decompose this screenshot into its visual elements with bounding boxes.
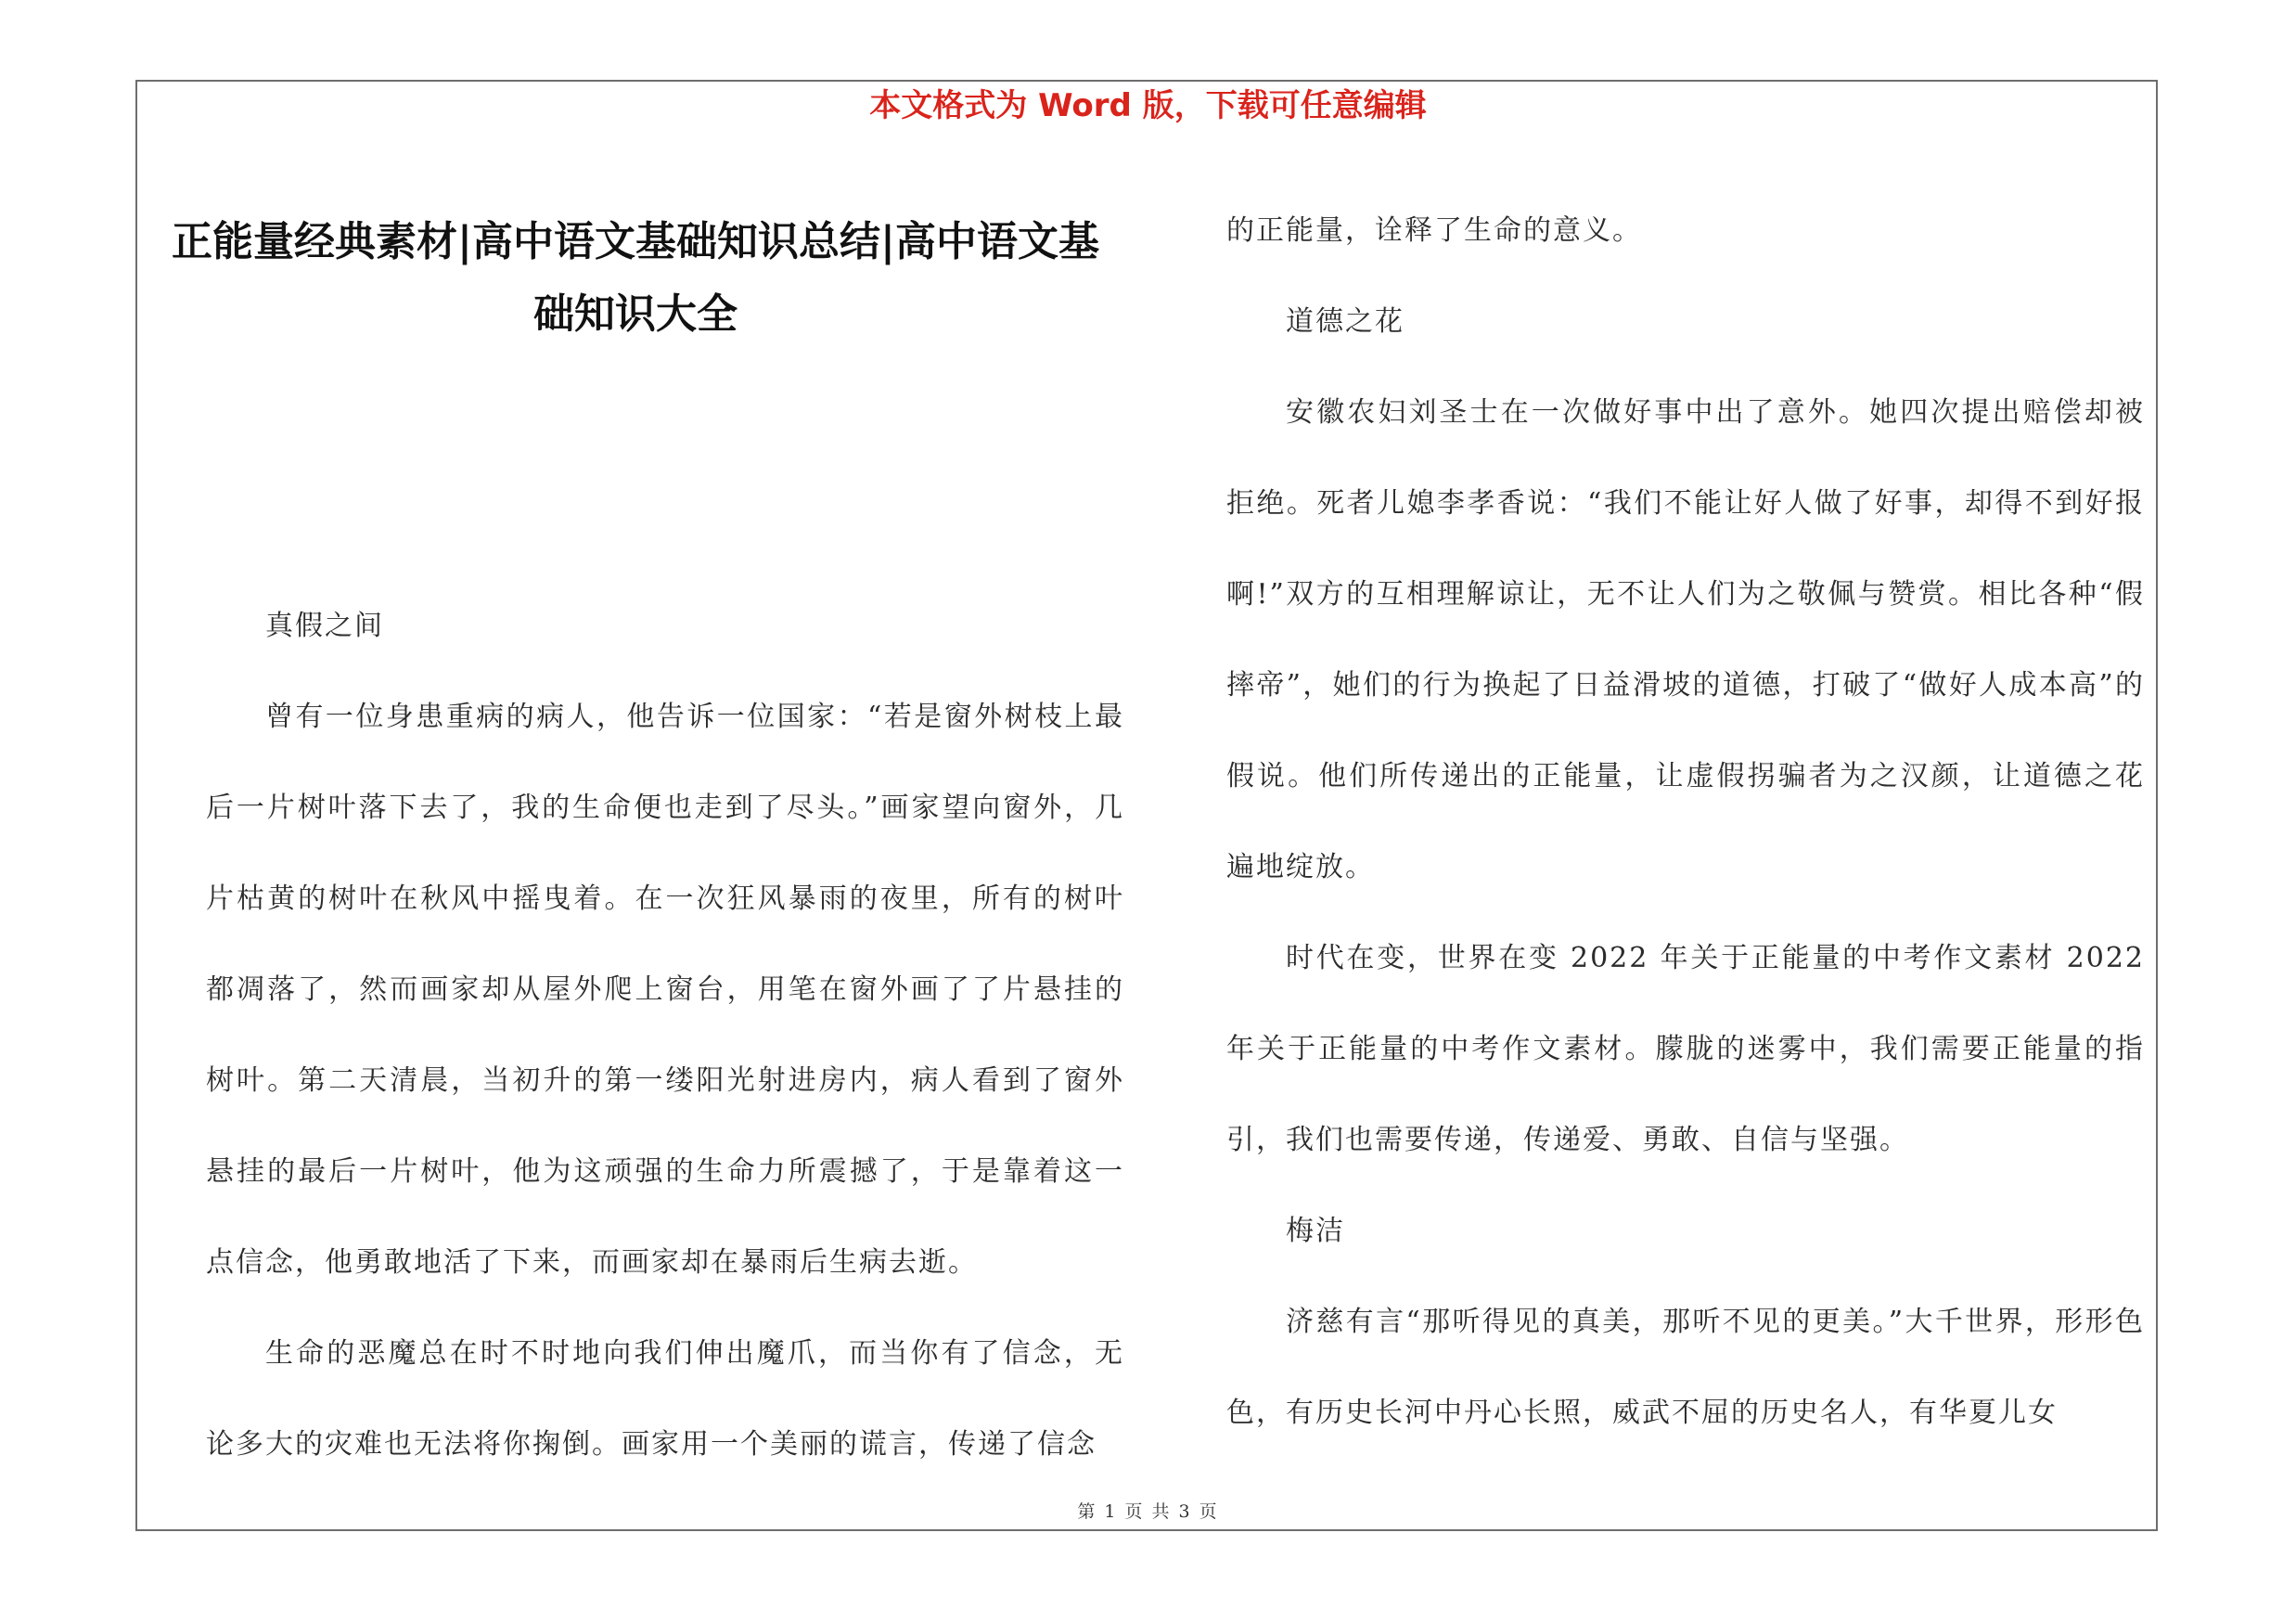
page-number-footer: 第 1 页 共 3 页 xyxy=(1077,1501,1219,1522)
section-heading: 梅洁 xyxy=(1286,1215,1345,1247)
paragraph: 生命的恶魔总在时不时地向我们伸出魔爪，而当你有了信念，无论多大的灾难也无法将你掬倒。画家用一个美丽的谎言，传递了信念 xyxy=(206,1337,1124,1461)
document-title xyxy=(148,206,1122,351)
right-column xyxy=(1226,186,2145,1459)
paragraph: 安徽农妇刘圣士在一次做好事中出了意外。她四次提出赔偿却被拒绝。死者儿媳李孝香说：“我们不能让好人做了好事，却得不到好报啊!”双方的互相理解谅让，无不让人们为之敬佩与赞赏。相比各种“假摔帝”，她们的行为换起了日益滑坡的道德，打破了“做好人成本高”的假说。他们所传递出的正能量，让虚假拐骗者为之汉颜，让道德之花遍地绽放。 xyxy=(1226,396,2145,883)
title-line-1: 正能量经典素材|高中语文基础知识总结|高中语文基 xyxy=(171,218,1099,265)
paragraph: 济慈有言“那听得见的真美，那听不见的更美。”大千世界，形形色色，有历史长河中丹心长照，威武不屈的历史名人，有华夏儿女 xyxy=(1226,1306,2145,1429)
title-line-2: 础知识大全 xyxy=(533,290,738,338)
word-format-banner: 本文格式为 Word 版，下载可任意编辑 xyxy=(869,87,1427,124)
left-column xyxy=(206,581,1124,1490)
section-heading: 真假之间 xyxy=(265,610,384,642)
paragraph: 曾有一位身患重病的病人，他告诉一位国家：“若是窗外树枝上最后一片树叶落下去了，我的生命便也走到了尽头。”画家望向窗外，几片枯黄的树叶在秋风中摇曳着。在一次狂风暴雨的夜里，所有的树叶都凋落了，然而画家却从屋外爬上窗台，用笔在窗外画了了片悬挂的树叶。第二天清晨，当初升的第一缕阳光射进房内，病人看到了窗外悬挂的最后一片树叶，他为这顽强的生命力所震撼了，于是靠着这一点信念，他勇敢地活了下来，而画家却在暴雨后生病去逝。 xyxy=(206,701,1124,1279)
section-heading: 道德之花 xyxy=(1286,305,1405,338)
paragraph-continuation: 的正能量，诠释了生命的意义。 xyxy=(1226,214,1642,247)
paragraph: 时代在变，世界在变 2022 年关于正能量的中考作文素材 2022 年关于正能量的中考作文素材。朦胧的迷雾中，我们需要正能量的指引，我们也需要传递，传递爱、勇敢、自信与坚强。 xyxy=(1226,942,2145,1156)
